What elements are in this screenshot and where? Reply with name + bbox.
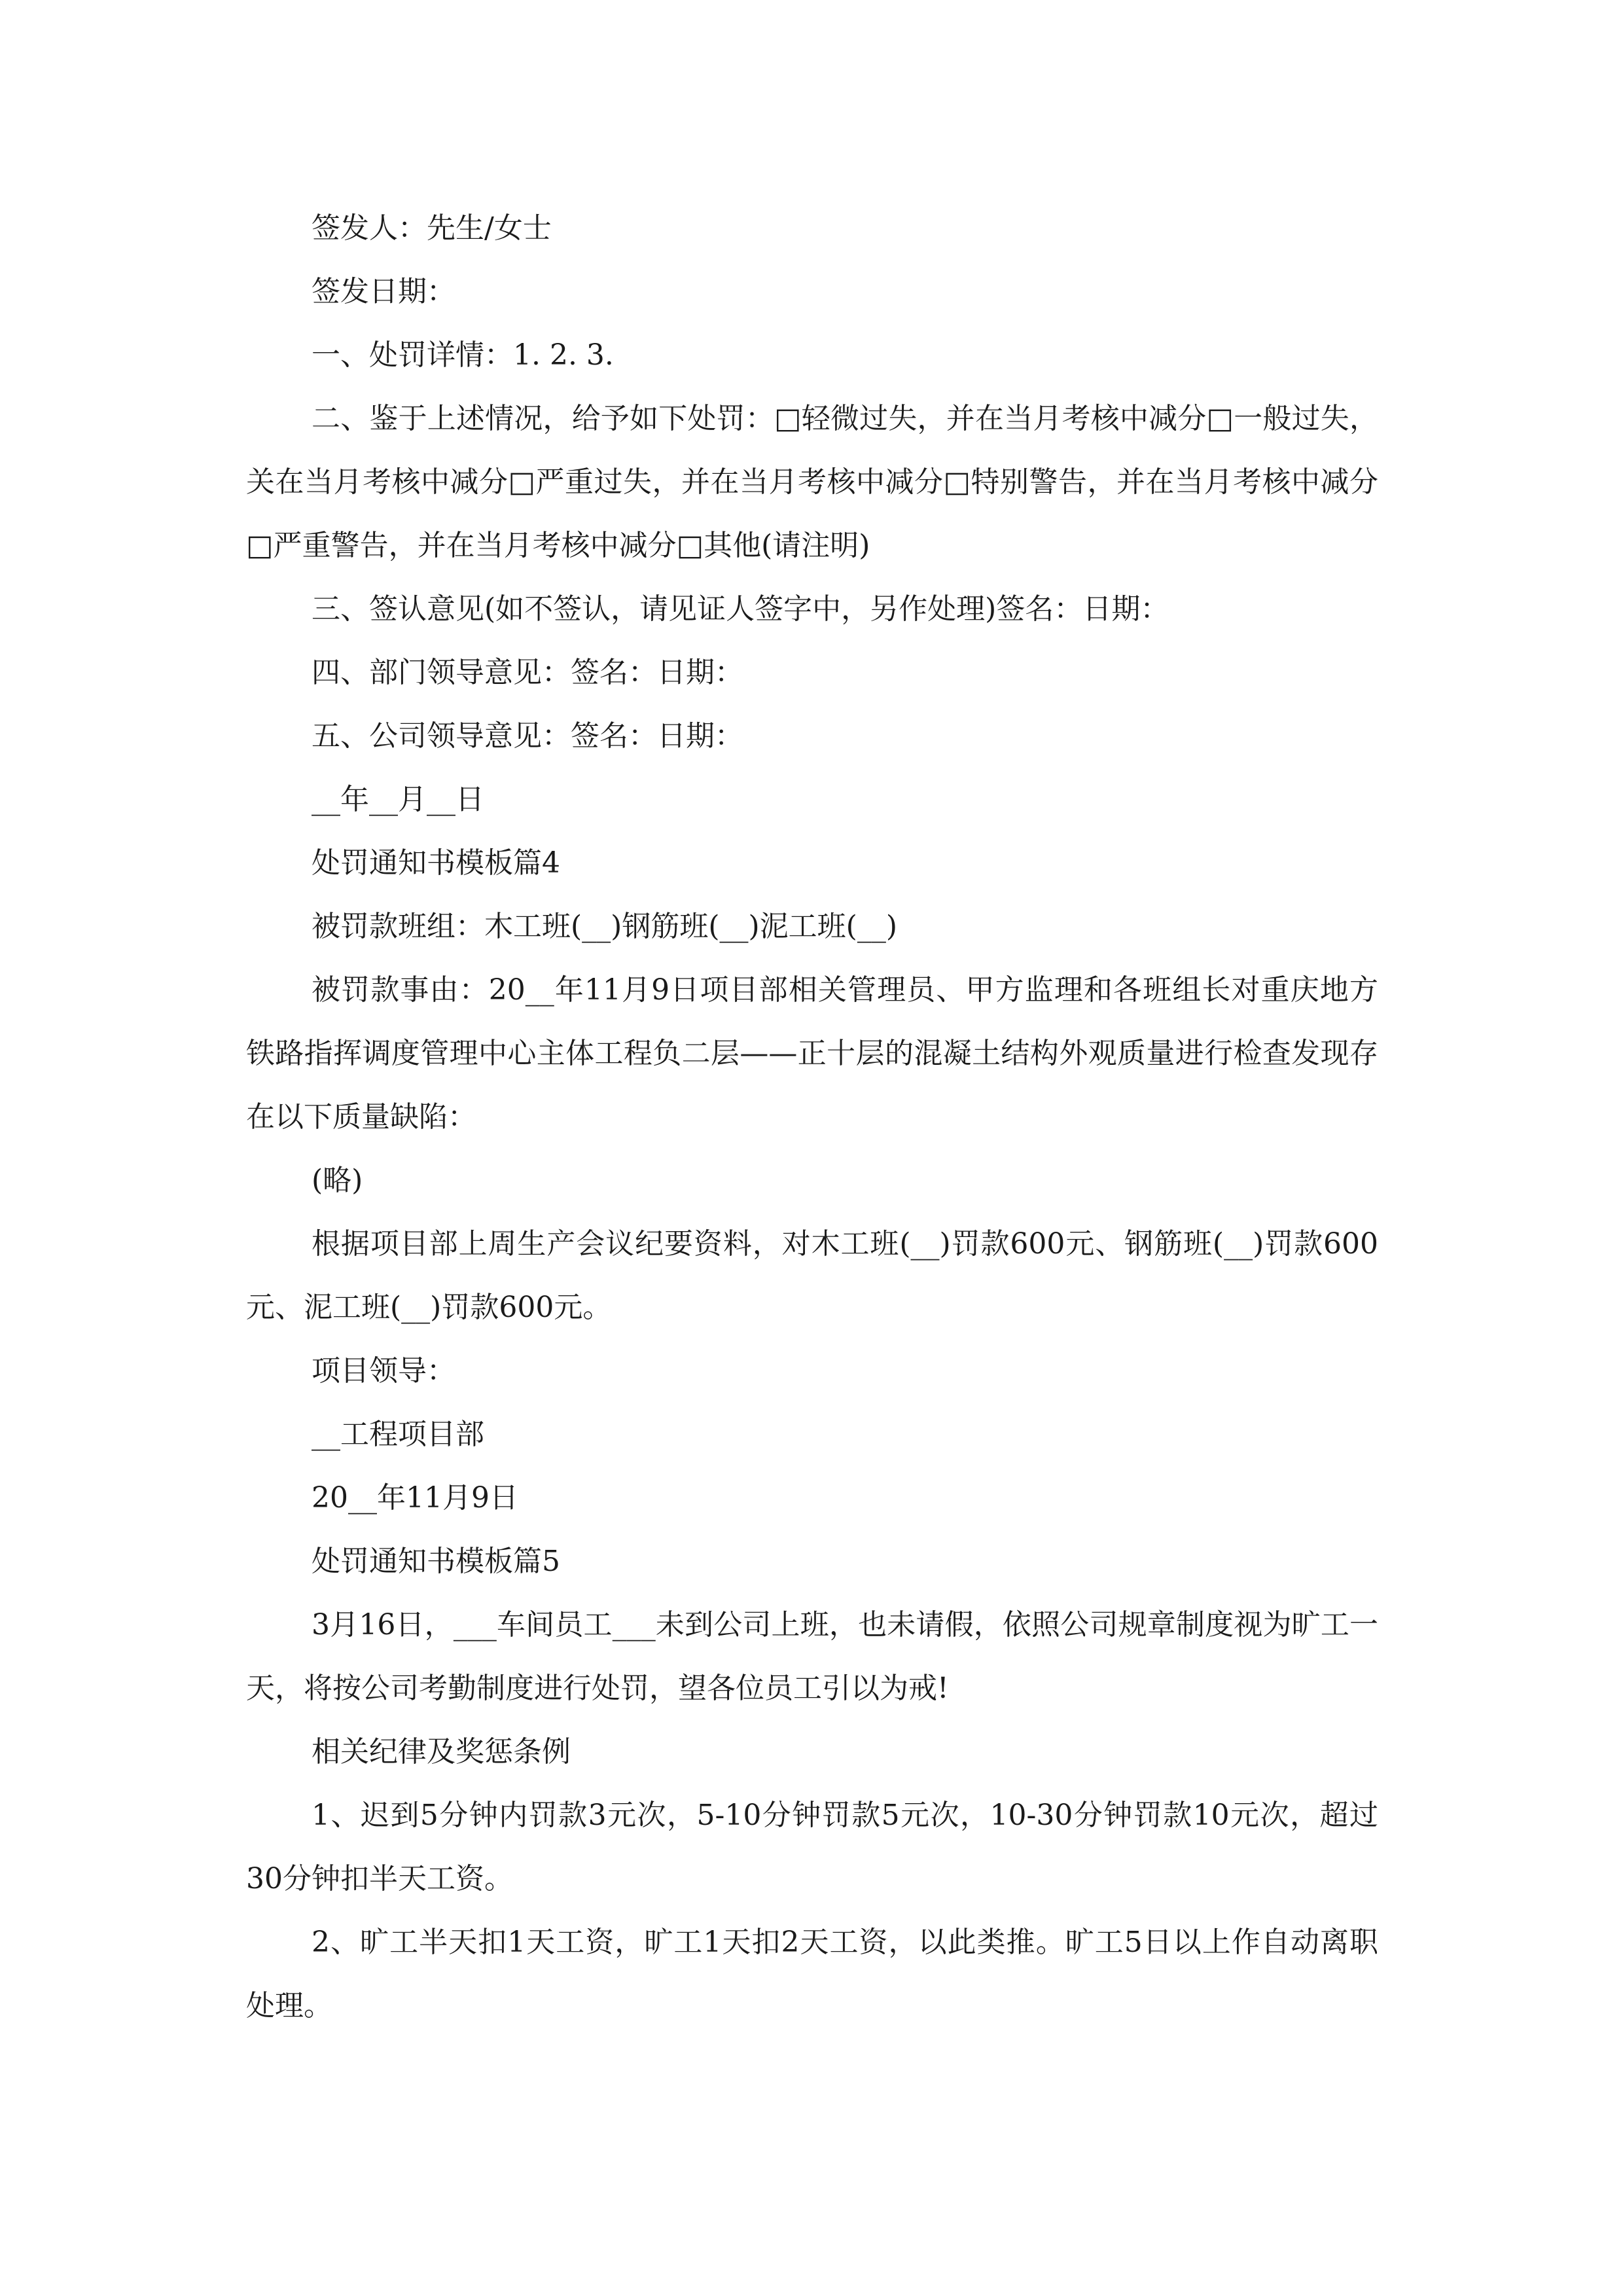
company-opinion-line: 五、公司领导意见：签名：日期： bbox=[312, 719, 743, 753]
project-leader-line: 项目领导： bbox=[312, 1354, 455, 1388]
fined-teams-line: 被罚款班组：木工班(__)钢筋班(__)泥工班(__) bbox=[312, 910, 897, 943]
department-opinion-line: 四、部门领导意见：签名：日期： bbox=[312, 656, 743, 689]
rules-heading: 相关纪律及奖惩条例 bbox=[312, 1735, 571, 1768]
rule-item-1: 1、迟到5分钟内罚款3元次，5-10分钟罚款5元次，10-30分钟罚款10元次，超过30分钟扣半天工资。 bbox=[246, 1799, 1378, 1895]
signer-line: 签发人：先生/女士 bbox=[312, 211, 552, 245]
fine-amount-paragraph: 根据项目部上周生产会议纪要资料，对木工班(__)罚款600元、钢筋班(__)罚款600元、泥工班(__)罚款600元。 bbox=[246, 1227, 1378, 1324]
rule-item-2: 2、旷工半天扣1天工资，旷工1天扣2天工资，以此类推。旷工5日以上作自动离职处理。 bbox=[246, 1926, 1378, 2022]
penalty-details-line: 一、处罚详情：1. 2. 3. bbox=[312, 338, 614, 372]
omitted-note: (略) bbox=[312, 1164, 363, 1197]
template-4-heading: 处罚通知书模板篇4 bbox=[312, 846, 560, 880]
template-4-date-line: 20__年11月9日 bbox=[312, 1481, 518, 1515]
acknowledgement-line: 三、签认意见(如不签认，请见证人签字中，另作处理)签名：日期： bbox=[312, 592, 1169, 626]
absence-notice-paragraph: 3月16日，___车间员工___未到公司上班，也未请假，依照公司规章制度视为旷工一天，将按公司考勤制度进行处罚，望各位员工引以为戒! bbox=[246, 1608, 1378, 1705]
fine-reason-paragraph: 被罚款事由：20__年11月9日项目部相关管理员、甲方监理和各班组长对重庆地方铁路指挥调度管理中心主体工程负二层——正十层的混凝土结构外观质量进行检查发现存在以下质量缺陷： bbox=[246, 973, 1378, 1134]
project-department-line: __工程项目部 bbox=[312, 1418, 484, 1451]
document-body bbox=[246, 196, 1378, 2037]
template-5-heading: 处罚通知书模板篇5 bbox=[312, 1545, 560, 1578]
date-blank-line: __年__月__日 bbox=[312, 783, 484, 816]
issue-date-line: 签发日期： bbox=[312, 275, 455, 308]
penalty-options-paragraph: 二、鉴于上述情况，给予如下处罚：□轻微过失，并在当月考核中减分□一般过失，关在当月考核中减分□严重过失，并在当月考核中减分□特别警告，并在当月考核中减分□严重警告，并在当月考核中减分□其他(请注明) bbox=[246, 402, 1378, 562]
